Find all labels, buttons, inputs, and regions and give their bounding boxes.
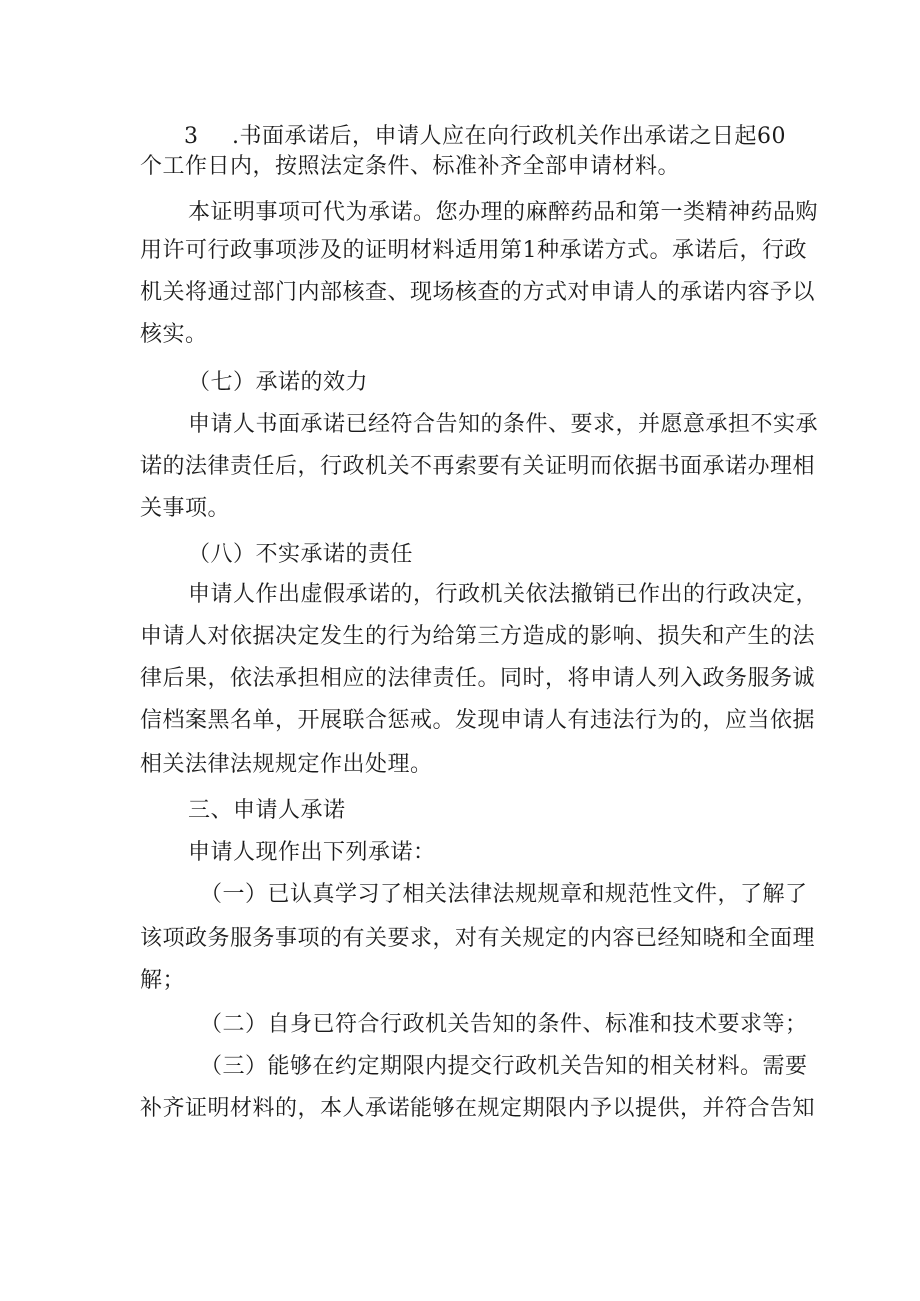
paragraph-line: 该项政务服务事项的有关要求，对有关规定的内容已经知晓和全面理 [140, 926, 816, 951]
paragraph-line: 用许可行政事项涉及的证明材料适用第1种承诺方式。承诺后，行政 [140, 238, 807, 263]
paragraph-line: 申请人现作出下列承诺： [188, 840, 436, 865]
paragraph-line: 本证明事项可代为承诺。您办理的麻醉药品和第一类精神药品购 [188, 200, 819, 225]
paragraph-line: 解； [140, 968, 186, 993]
paragraph-line: 相关法律法规规定作出处理。 [140, 752, 433, 777]
paragraph-line: 申请人对依据决定发生的行为给第三方造成的影响、损失和产生的法 [140, 624, 816, 649]
paragraph-line: 机关将通过部门内部核查、现场核查的方式对申请人的承诺内容予以 [140, 280, 816, 305]
paragraph-line: 信档案黑名单，开展联合惩戒。发现申请人有违法行为的，应当依据 [140, 708, 816, 733]
line-text: .书面承诺后，申请人应在向行政机关作出承诺之日起60 [232, 124, 786, 149]
paragraph-line: （三）能够在约定期限内提交行政机关告知的相关材料。需要 [200, 1054, 808, 1079]
list-number: 3 [184, 124, 199, 149]
paragraph-line: 个工作日内，按照法定条件、标准补齐全部申请材料。 [140, 154, 681, 179]
section-heading: （七）承诺的效力 [188, 370, 369, 395]
paragraph-line: 申请人书面承诺已经符合告知的条件、要求，并愿意承担不实承 [188, 412, 819, 437]
paragraph-line: （二）自身已符合行政机关告知的条件、标准和技术要求等； [200, 1012, 808, 1037]
paragraph-line: 关事项。 [140, 496, 231, 521]
paragraph-line: 律后果，依法承担相应的法律责任。同时，将申请人列入政务服务诚 [140, 666, 816, 691]
paragraph-line: 补齐证明材料的，本人承诺能够在规定期限内予以提供，并符合告知 [140, 1096, 816, 1121]
section-heading: （八）不实承诺的责任 [188, 542, 414, 567]
section-heading: 三、申请人承诺 [188, 798, 346, 823]
paragraph-line: 诺的法律责任后，行政机关不再索要有关证明而依据书面承诺办理相 [140, 454, 816, 479]
paragraph-line: 核实。 [140, 322, 208, 347]
paragraph-line [184, 122, 786, 152]
paragraph-line: 申请人作出虚假承诺的，行政机关依法撤销已作出的行政决定， [188, 582, 819, 607]
paragraph-line: （一）已认真学习了相关法律法规规章和规范性文件，了解了 [200, 882, 808, 907]
